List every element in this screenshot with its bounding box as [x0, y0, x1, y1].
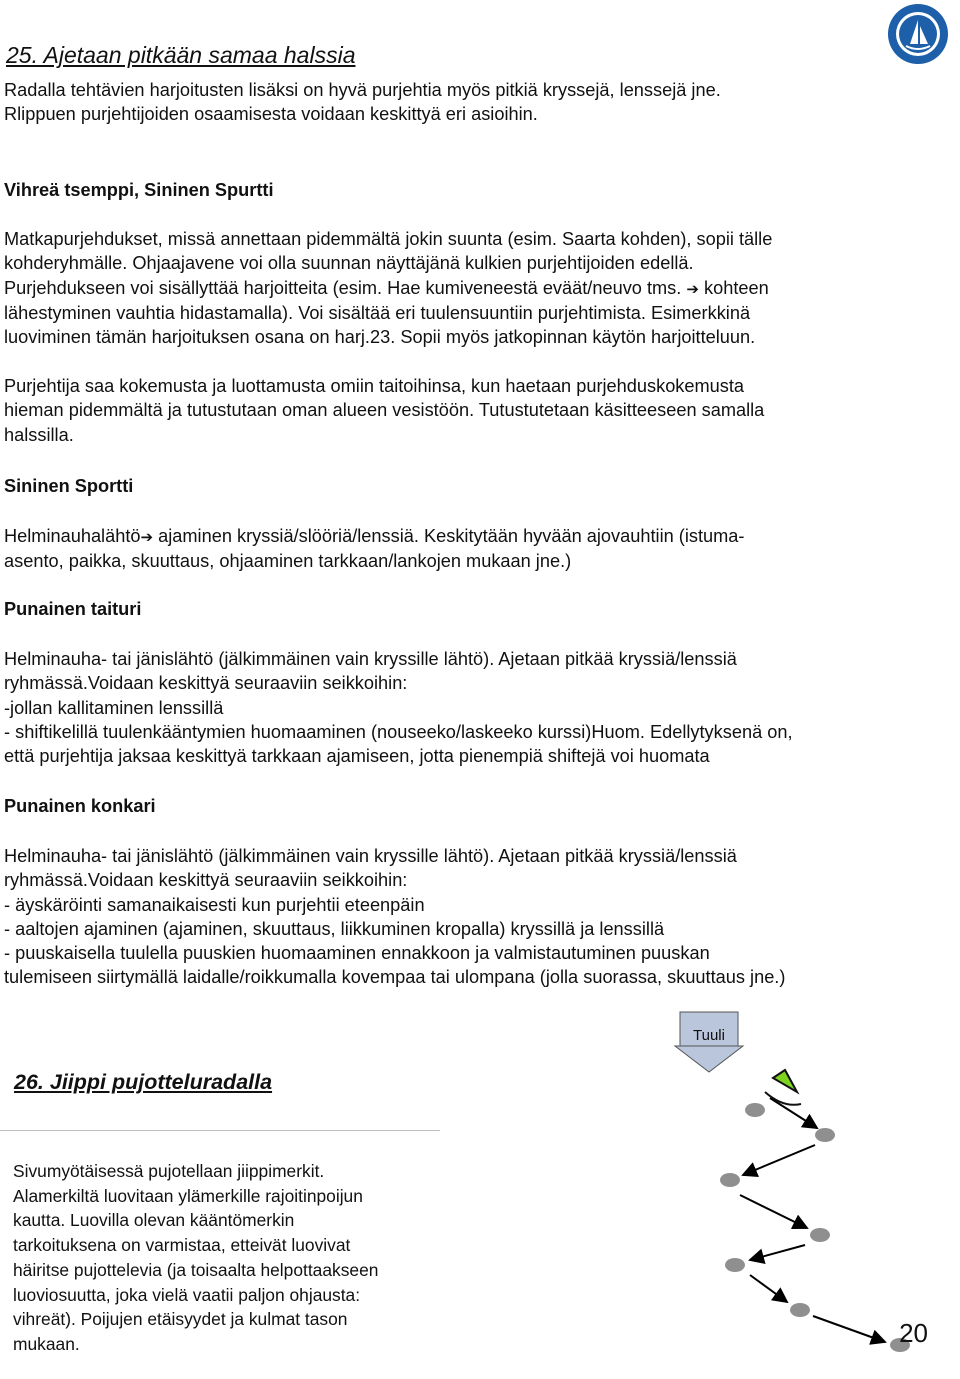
side-text-line: häiritse pujottelevia (ja toisaalta helpottaakseen [13, 1259, 379, 1280]
course-mark [810, 1228, 830, 1242]
para-text: Helminauhalähtö [4, 526, 141, 546]
divider [0, 1130, 440, 1131]
course-mark [720, 1173, 740, 1187]
para-text: Purjehdukseen voi sisällyttää harjoitteita (esim. Hae kumiveneestä eväät/neuvo tms. [4, 277, 682, 298]
para-line: Purjehtija saa kokemusta ja luottamusta omiin taitoihinsa, kun haetaan purjehduskokemusta [4, 376, 745, 396]
side-text-line: mukaan. [13, 1333, 80, 1354]
para-line: Matkapurjehdukset, missä annettaan pidemmältä jokin suunta (esim. Saarta kohden), sopii tälle [4, 229, 773, 249]
course-mark [815, 1128, 835, 1142]
side-text-line: Alamerkiltä luovitaan ylämerkille rajoitinpoijun [13, 1185, 363, 1206]
para-line: Helminauha- tai jänislähtö (jälkimmäinen vain kryssille lähtö). Ajetaan pitkää kryssiä/lenssiä [4, 846, 737, 866]
course-mark [745, 1103, 765, 1117]
para-line: tulemiseen siirtymällä laidalle/roikkumalla kovempaa tai ulompana (jolla suorassa, skuuttaus jne.) [4, 967, 786, 988]
para-line: Helminauha- tai jänislähtö (jälkimmäinen vain kryssille lähtö). Ajetaan pitkää kryssiä/lenssiä [4, 649, 737, 669]
course-arrow [770, 1098, 817, 1128]
para-line: - shiftikelillä tuulenkääntymien huomaaminen (nouseeko/laskeeko kurssi)Huom. Edellytyksenä on, [4, 721, 793, 742]
para-line: lähestyminen vauhtia hidastamalla). Voi sisältää eri tuulensuuntiin purjehtimista. Esimerkkinä [4, 302, 751, 323]
para-line: - aaltojen ajaminen (ajaminen, skuuttaus, liikkuminen kropalla) kryssillä ja lenssillä [4, 918, 665, 939]
boat-icon [765, 1070, 801, 1105]
course-arrow [813, 1316, 885, 1342]
heading-red-taituri: Punainen taituri [4, 599, 142, 619]
side-text-line: luoviosuutta, joka vielä vaatii paljon ohjausta: [13, 1284, 361, 1305]
para-line: että purjehtija jaksaa keskittyä tarkkaan ajamiseen, jotta pienempiä shiftejä voi huomata [4, 746, 710, 767]
para-line [4, 524, 744, 549]
para-text: ajaminen kryssiä/slööriä/lenssiä. Keskitytään hyvään ajovauhtiin (istuma- [158, 526, 745, 546]
para-line: ryhmässä.Voidaan keskittyä seuraaviin seikkoihin: [4, 673, 408, 694]
sailing-association-logo [880, 2, 956, 66]
side-text-line: tarkoituksena on varmistaa, etteivät luovivat [13, 1235, 351, 1256]
page-number: 20 [899, 1318, 928, 1348]
intro-line: Rlippuen purjehtijoiden osaamisesta voidaan keskittyä eri asioihin. [4, 104, 538, 125]
para-line: asento, paikka, skuuttaus, ohjaaminen tarkkaan/lankojen mukaan jne.) [4, 551, 572, 572]
course-arrow [740, 1195, 807, 1228]
wind-label: Tuuli [693, 1027, 725, 1044]
arrow-right-icon: ➔ [140, 528, 154, 546]
section-title: 25. Ajetaan pitkään samaa halssia [6, 42, 356, 68]
heading-red-konkari: Punainen konkari [4, 796, 156, 816]
section-title: 26. Jiippi pujotteluradalla [14, 1070, 273, 1094]
para-text: kohteen [704, 277, 769, 298]
side-text-line: vihreät). Poijujen etäisyydet ja kulmat tason [13, 1309, 348, 1330]
para-line: halssilla. [4, 424, 74, 445]
heading-blue-sport: Sininen Sportti [4, 476, 134, 496]
para-line: ryhmässä.Voidaan keskittyä seuraaviin seikkoihin: [4, 870, 408, 891]
para-line: - äyskäröinti samanaikaisesti kun purjehtii eteenpäin [4, 894, 425, 915]
para-line: luoviminen tämän harjoituksen osana on harj.23. Sopii myös jatkopinnan käytön harjoitteluun. [4, 327, 756, 348]
para-line [4, 276, 772, 301]
wind-arrow-icon [675, 1012, 743, 1072]
course-mark [790, 1303, 810, 1317]
para-line: - puuskaisella tuulella puuskien huomaaminen ennakkoon ja valmistautuminen puuskan [4, 943, 710, 964]
para-line: -jollan kallitaminen lenssillä [4, 697, 224, 718]
arrow-right-icon: ➔ [686, 279, 699, 298]
heading-green-blue: Vihreä tsemppi, Sininen Spurtti [4, 180, 274, 200]
para-line: hieman pidemmältä ja tutustutaan oman alueen vesistöön. Tutustutetaan käsitteeseen samalla [4, 400, 765, 421]
course-arrow [750, 1245, 805, 1260]
para-line: kohderyhmälle. Ohjaajavene voi olla suunnan näyttäjänä kulkien purjehtijoiden edellä. [4, 253, 694, 274]
course-mark [725, 1258, 745, 1272]
course-arrow [743, 1145, 815, 1175]
course-arrow [750, 1275, 787, 1302]
side-text-line: kautta. Luovilla olevan kääntömerkin [13, 1210, 295, 1231]
intro-line: Radalla tehtävien harjoitusten lisäksi on hyvä purjehtia myös pitkiä kryssejä, lenssejä jne. [4, 80, 721, 100]
side-text-line: Sivumyötäisessä pujotellaan jiippimerkit. [13, 1161, 325, 1181]
